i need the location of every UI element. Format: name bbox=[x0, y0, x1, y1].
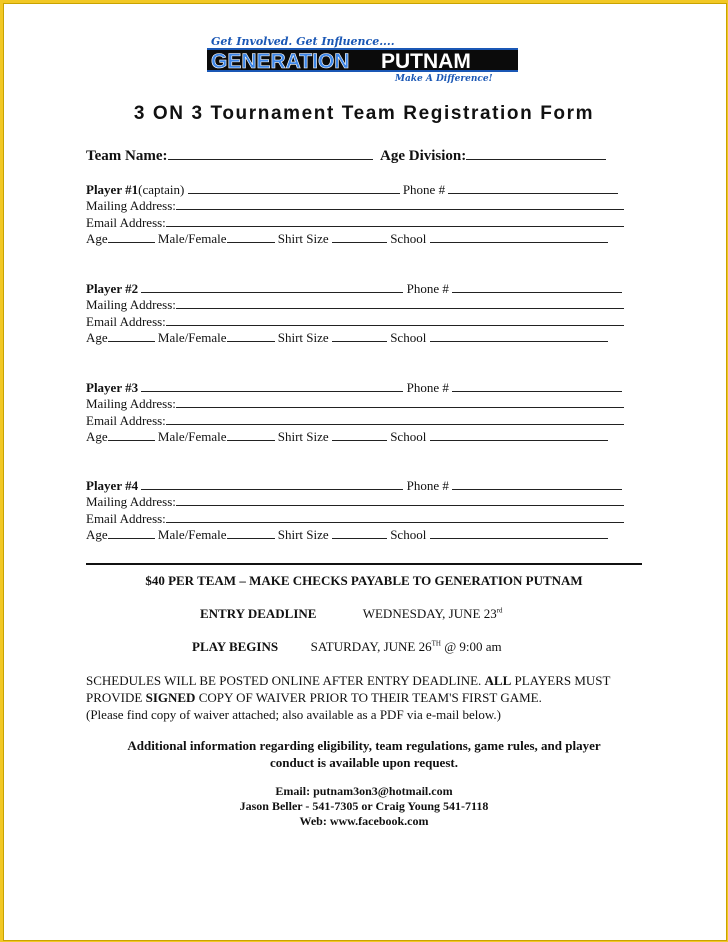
school-field[interactable] bbox=[430, 429, 608, 441]
mailing-address-label: Mailing Address: bbox=[86, 494, 176, 509]
fee-notice: $40 PER TEAM – MAKE CHECKS PAYABLE TO GENERATION PUTNAM bbox=[145, 573, 583, 588]
school-field[interactable] bbox=[430, 330, 608, 342]
logo-tagline-bottom: Make A Difference! bbox=[395, 74, 493, 83]
player-name-field[interactable] bbox=[141, 380, 403, 392]
schedule-text-1: SCHEDULES WILL BE POSTED ONLINE AFTER ENTRY DEADLINE. bbox=[86, 673, 485, 688]
age-division-label: Age Division: bbox=[380, 148, 467, 164]
mailing-address-field[interactable] bbox=[176, 198, 624, 210]
shirt-size-label: Shirt Size bbox=[277, 330, 329, 345]
age-label: Age bbox=[86, 330, 108, 345]
mailing-address-field[interactable] bbox=[176, 494, 624, 506]
school-field[interactable] bbox=[430, 527, 608, 539]
mailing-address-field[interactable] bbox=[176, 396, 624, 408]
player-3-email-row bbox=[86, 413, 624, 429]
contact-info bbox=[0, 784, 728, 829]
age-label: Age bbox=[86, 527, 108, 542]
entry-deadline-row bbox=[200, 606, 503, 622]
play-begins-value: SATURDAY, JUNE 26 bbox=[310, 639, 432, 654]
email-address-label: Email Address: bbox=[86, 215, 166, 230]
generation-putnam-logo bbox=[205, 35, 520, 83]
age-field[interactable] bbox=[108, 330, 155, 342]
player-label: Player #2 bbox=[86, 281, 139, 296]
age-field[interactable] bbox=[108, 527, 155, 539]
player-2-name-row bbox=[86, 281, 622, 297]
email-address-field[interactable] bbox=[166, 413, 624, 425]
phone-label: Phone # bbox=[406, 380, 449, 395]
shirt-size-label: Shirt Size bbox=[277, 527, 329, 542]
player-label: Player #1 bbox=[86, 182, 139, 197]
gender-label: Male/Female bbox=[157, 429, 227, 444]
player-3-mailing-row bbox=[86, 396, 624, 412]
school-label: School bbox=[390, 231, 427, 246]
player-label: Player #3 bbox=[86, 380, 139, 395]
form-title: 3 ON 3 Tournament Team Registration Form bbox=[133, 103, 595, 124]
contact-email: Email: putnam3on3@hotmail.com bbox=[275, 784, 453, 798]
entry-deadline-value: WEDNESDAY, JUNE 23 bbox=[362, 606, 497, 621]
mailing-address-field[interactable] bbox=[176, 297, 624, 309]
player-2-mailing-row bbox=[86, 297, 624, 313]
player-3-details-row bbox=[86, 429, 608, 445]
player-suffix: (captain) bbox=[138, 182, 185, 197]
phone-field[interactable] bbox=[448, 182, 618, 194]
additional-info-line-2: conduct is available upon request. bbox=[270, 755, 458, 770]
gender-label: Male/Female bbox=[157, 527, 227, 542]
player-4-email-row bbox=[86, 511, 624, 527]
shirt-size-field[interactable] bbox=[332, 231, 387, 243]
email-address-label: Email Address: bbox=[86, 413, 166, 428]
player-1-mailing-row bbox=[86, 198, 624, 214]
email-address-field[interactable] bbox=[166, 314, 624, 326]
email-address-label: Email Address: bbox=[86, 511, 166, 526]
gender-label: Male/Female bbox=[157, 330, 227, 345]
player-name-field[interactable] bbox=[141, 281, 403, 293]
age-field[interactable] bbox=[108, 231, 155, 243]
school-field[interactable] bbox=[430, 231, 608, 243]
email-address-field[interactable] bbox=[166, 511, 624, 523]
schedule-text-4: (Please find copy of waiver attached; also available as a PDF via e-mail below.) bbox=[86, 707, 502, 722]
age-division-field[interactable] bbox=[466, 148, 606, 160]
logo-name-putnam: PUTNAM bbox=[381, 50, 471, 73]
phone-field[interactable] bbox=[452, 478, 622, 490]
age-label: Age bbox=[86, 231, 108, 246]
gender-field[interactable] bbox=[227, 429, 275, 441]
gender-field[interactable] bbox=[227, 231, 275, 243]
mailing-address-label: Mailing Address: bbox=[86, 396, 176, 411]
gender-field[interactable] bbox=[227, 330, 275, 342]
email-address-field[interactable] bbox=[166, 215, 624, 227]
player-name-field[interactable] bbox=[188, 182, 400, 194]
phone-label: Phone # bbox=[402, 182, 446, 197]
phone-field[interactable] bbox=[452, 281, 622, 293]
section-divider bbox=[86, 563, 642, 565]
team-name-field[interactable] bbox=[168, 148, 373, 160]
shirt-size-field[interactable] bbox=[332, 429, 387, 441]
player-1-name-row bbox=[86, 182, 618, 198]
schedule-text-2: PLAYERS MUST PROVIDE bbox=[86, 673, 611, 705]
mailing-address-label: Mailing Address: bbox=[86, 198, 176, 213]
entry-deadline-suffix: rd bbox=[496, 606, 503, 615]
player-4-name-row bbox=[86, 478, 622, 494]
phone-label: Phone # bbox=[406, 281, 449, 296]
shirt-size-label: Shirt Size bbox=[277, 231, 329, 246]
player-3-name-row bbox=[86, 380, 622, 396]
team-name-row bbox=[86, 148, 606, 164]
schedule-notice bbox=[86, 672, 646, 723]
play-begins-time: @ 9:00 am bbox=[444, 639, 502, 654]
shirt-size-label: Shirt Size bbox=[277, 429, 329, 444]
additional-info-line-1: Additional information regarding eligibility, team regulations, game rules, and player bbox=[127, 738, 601, 753]
school-label: School bbox=[390, 330, 427, 345]
school-label: School bbox=[390, 527, 427, 542]
player-1-email-row bbox=[86, 215, 624, 231]
gender-field[interactable] bbox=[227, 527, 275, 539]
schedule-signed: SIGNED bbox=[145, 690, 196, 705]
player-2-details-row bbox=[86, 330, 608, 346]
logo-name-generation: GENERATION bbox=[211, 50, 350, 73]
team-name-label: Team Name: bbox=[86, 148, 168, 164]
phone-field[interactable] bbox=[452, 380, 622, 392]
player-4-mailing-row bbox=[86, 494, 624, 510]
age-field[interactable] bbox=[108, 429, 155, 441]
play-begins-row bbox=[192, 639, 502, 655]
entry-deadline-label: ENTRY DEADLINE bbox=[200, 606, 317, 621]
play-begins-label: PLAY BEGINS bbox=[192, 639, 279, 654]
gender-label: Male/Female bbox=[157, 231, 227, 246]
schedule-all: ALL bbox=[484, 673, 512, 688]
player-2-email-row bbox=[86, 314, 624, 330]
mailing-address-label: Mailing Address: bbox=[86, 297, 176, 312]
contact-phones: Jason Beller - 541-7305 or Craig Young 541-7118 bbox=[239, 799, 489, 813]
contact-web: Web: www.facebook.com bbox=[299, 814, 429, 828]
player-name-field[interactable] bbox=[141, 478, 403, 490]
play-begins-suffix: TH bbox=[431, 639, 441, 648]
player-4-details-row bbox=[86, 527, 608, 543]
school-label: School bbox=[390, 429, 427, 444]
logo-tagline-top: Get Involved. Get Influence.... bbox=[211, 35, 395, 48]
player-label: Player #4 bbox=[86, 478, 139, 493]
additional-info bbox=[0, 737, 728, 771]
email-address-label: Email Address: bbox=[86, 314, 166, 329]
shirt-size-field[interactable] bbox=[332, 527, 387, 539]
player-1-details-row bbox=[86, 231, 608, 247]
phone-label: Phone # bbox=[406, 478, 449, 493]
schedule-text-3: COPY OF WAIVER PRIOR TO THEIR TEAM'S FIRST GAME. bbox=[195, 690, 542, 705]
shirt-size-field[interactable] bbox=[332, 330, 387, 342]
age-label: Age bbox=[86, 429, 108, 444]
